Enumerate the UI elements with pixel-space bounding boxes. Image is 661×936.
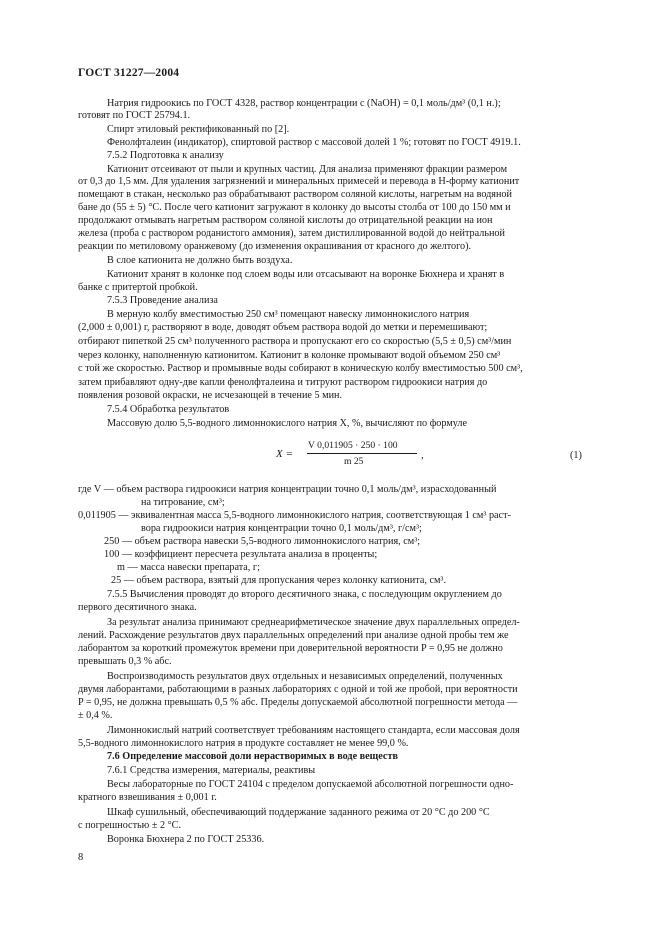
text-line: Воспроизводимость результатов двух отдельных и независимых определений, полученных — [107, 671, 503, 682]
text-line: лаборантом за короткий промежуток времени при доверительной вероятности P = 0,95 не должно — [78, 643, 503, 654]
text-line: 7.5.5 Вычисления проводят до второго десятичного знака, с последующим округлением до — [107, 589, 502, 600]
formula-lhs: X = — [276, 448, 293, 460]
text-line: В слое катионита не должно быть воздуха. — [107, 255, 293, 266]
text-line: превышать 0,3 % абс. — [78, 656, 172, 667]
text-line: Массовую долю 5,5-водного лимоннокислого натрия X, %, вычисляют по формуле — [107, 418, 468, 429]
text-line: Воронка Бюхнера 2 по ГОСТ 25336. — [107, 834, 265, 845]
text-line: помещают в стакан, несколько раз обрабатывают раствором соляной кислоты, нагретым на водяной — [78, 189, 512, 200]
text-line: банке с притертой пробкой. — [78, 282, 198, 293]
text-line: m — масса навески препарата, г; — [117, 562, 260, 573]
section-heading: 7.6.1 Средства измерения, материалы, реактивы — [107, 765, 316, 776]
text-line: реакции по метиловому оранжевому (до изменения окрашивания от красного до желтого). — [78, 241, 472, 252]
text-line: Спирт этиловый ректификованный по [2]. — [107, 124, 290, 135]
text-line: 5,5-водного лимоннокислого натрия в продукте составляет не менее 99,0 %. — [78, 738, 409, 749]
text-line: появления розовой окраски, не исчезающей в течение 5 мин. — [78, 390, 343, 401]
text-line: Катионит отсеивают от пыли и крупных частиц. Для анализа применяют фракции размером — [107, 164, 508, 175]
text-line: P = 0,95, не должна превышать 0,5 % абс. Пределы допускаемой абсолютной погрешности метода — — [78, 697, 518, 708]
text-line: с погрешностью ± 2 °С. — [78, 820, 182, 831]
text-line: железа (проба с раствором роданистого аммония), затем дистиллированной водой до нейтральной — [78, 228, 505, 239]
formula-tail: , — [421, 449, 424, 461]
text-line: Фенолфталеин (индикатор), спиртовой раствор с массовой долей 1 %; готовят по ГОСТ 4919.1. — [107, 137, 521, 148]
text-line: от 0,3 до 1,5 мм. Для удаления загрязнений и минеральных примесей и перевода в H-форму катионит — [78, 176, 520, 187]
text-line: Катионит хранят в колонке под слоем воды или отсасывают на воронке Бюхнера и хранят в — [107, 269, 505, 280]
text-line: отбирают пипеткой 25 см³ полученного раствора и пропускают его со скоростью (5,5 ± 0,5) см³/мин — [78, 336, 512, 347]
text-line: продолжают отмывать нагретым раствором соляной кислоты до отрицательной реакции на ион — [78, 215, 493, 226]
text-line: 250 — объем раствора навески 5,5-водного лимоннокислого натрия, см³; — [104, 536, 421, 547]
text-line: Шкаф сушильный, обеспечивающий поддержание заданного режима от 20 °С до 200 °С — [107, 807, 490, 818]
text-line: 100 — коэффициент пересчета результата анализа в проценты; — [104, 549, 378, 560]
section-heading-bold: 7.6 Определение массовой доли нерастворимых в воде веществ — [107, 751, 398, 762]
page-number: 8 — [78, 852, 84, 863]
text-line: Лимоннокислый натрий соответствует требованиям настоящего стандарта, если массовая доля — [107, 725, 520, 736]
section-heading: 7.5.4 Обработка результатов — [107, 404, 230, 415]
section-heading: 7.5.2 Подготовка к анализу — [107, 150, 224, 161]
text-line: готовят по ГОСТ 25794.1. — [78, 110, 191, 121]
text-line: затем прибавляют одну-две капли фенолфталеина и титруют раствором гидроокиси натрия до — [78, 377, 488, 388]
fraction-bar — [307, 453, 417, 454]
text-line: В мерную колбу вместимостью 250 см³ помещают навеску лимоннокислого натрия — [107, 309, 470, 320]
section-heading: 7.5.3 Проведение анализа — [107, 295, 218, 306]
text-line: 25 — объем раствора, взятый для пропускания через колонку катионита, см³. — [111, 575, 447, 586]
text-line: За результат анализа принимают среднеарифметическое значение двух параллельных определ- — [107, 617, 520, 628]
equation-number: (1) — [570, 450, 582, 461]
text-line: (2,000 ± 0,001) г, растворяют в воде, доводят объем раствора водой до метки и перемешивают; — [78, 322, 488, 333]
text-line: кратного взвешивания ± 0,001 г. — [78, 792, 217, 803]
text-line: где V — объем раствора гидроокиси натрия концентрации точно 0,1 моль/дм³, израсходованный — [78, 484, 497, 495]
text-line: бане до (55 ± 5) °С. После чего катионит загружают в колонку до высоты столба от 100 до 150 мм и — [78, 202, 511, 213]
text-line: Натрия гидроокись по ГОСТ 4328, раствор концентрации c (NaOH) = 0,1 моль/дм³ (0,1 н.); — [107, 98, 501, 109]
text-line: двумя лаборантами, работающими в разных лабораториях с одной и той же пробой, при вероятности — [78, 684, 518, 695]
text-line: первого десятичного знака. — [78, 602, 197, 613]
document-header: ГОСТ 31227—2004 — [78, 67, 180, 79]
text-line: лений. Расхождение результатов двух параллельных определений при анализе одной пробы тем же — [78, 630, 509, 641]
text-line: через колонку, наполненную катионитом. Катионит в колонке промывают водой объемом 250 см³ — [78, 350, 501, 361]
text-line: вора гидроокиси натрия концентрации точно 0,1 моль/дм³, г/см³; — [141, 523, 422, 534]
formula — [276, 440, 456, 470]
text-line: Весы лабораторные по ГОСТ 24104 с пределом допускаемой абсолютной погрешности одно- — [107, 779, 514, 790]
text-line: с той же скоростью. Раствор и промывные воды собирают в коническую колбу вместимостью 500 см³, — [78, 363, 523, 374]
text-line: ± 0,4 %. — [78, 710, 113, 721]
formula-numerator: V 0,011905 · 250 · 100 — [308, 440, 398, 451]
formula-denominator: m 25 — [344, 456, 364, 467]
text-line: на титрование, см³; — [141, 497, 225, 508]
text-line: 0,011905 — эквивалентная масса 5,5-водного лимоннокислого натрия, соответствующая 1 см³ раст- — [78, 510, 511, 521]
